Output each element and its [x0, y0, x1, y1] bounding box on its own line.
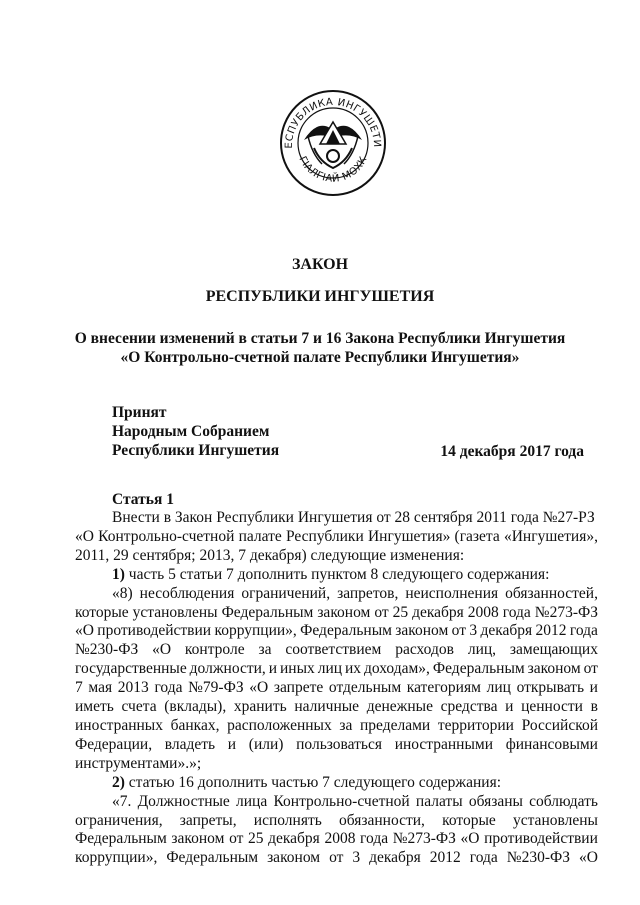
- word: от: [583, 660, 598, 678]
- word: законом: [267, 849, 321, 867]
- word: и: [227, 735, 237, 753]
- word: года: [360, 830, 389, 848]
- paragraph-line: [75, 849, 598, 868]
- word: палаты: [415, 792, 463, 810]
- word: обязанности,: [339, 811, 425, 829]
- word: Контрольно-счетной: [98, 527, 235, 545]
- word: обязаны: [468, 792, 523, 810]
- word: ценности: [521, 698, 583, 716]
- word: и: [268, 660, 278, 678]
- word: средства: [440, 698, 498, 716]
- list-item-1: 1) часть 5 статьи 7 дополнить пунктом 8 следующего содержания:: [112, 565, 550, 583]
- word: установлены: [132, 603, 218, 621]
- word: «О: [75, 527, 94, 545]
- word: соблюдать: [529, 792, 598, 810]
- word: Федеральным: [432, 660, 525, 678]
- word: палате: [238, 527, 282, 545]
- word: пользоваться: [296, 735, 382, 753]
- emblem-top-text: ЕСПУБЛИКА ИНГУШЕТИ: [283, 96, 383, 149]
- word: Федеральным: [75, 830, 167, 848]
- word: денежные: [366, 698, 433, 716]
- word: года: [502, 603, 531, 621]
- word: отдельным: [328, 679, 402, 697]
- word: открывать: [516, 679, 585, 697]
- paragraph-line: [75, 812, 598, 831]
- word: «О: [460, 830, 480, 848]
- word: от: [229, 830, 244, 848]
- word: категориям: [406, 679, 481, 697]
- word: запретов,: [337, 584, 399, 602]
- word: владеть: [164, 735, 216, 753]
- adoption-date: 14 декабря 2017 года: [440, 443, 584, 460]
- paragraph-line: [75, 736, 598, 755]
- word: 2012: [429, 849, 461, 867]
- word: за: [339, 716, 353, 734]
- word: года: [469, 849, 498, 867]
- item-number: 2): [112, 773, 125, 791]
- word: обязанностей,: [505, 584, 598, 602]
- word: мая: [88, 679, 113, 697]
- word: соответствием: [285, 641, 382, 659]
- word: «О: [249, 679, 269, 697]
- paragraph-line: [75, 660, 598, 679]
- word: законом: [527, 660, 581, 678]
- word: коррупции»,: [75, 849, 158, 867]
- word: декабря: [480, 622, 533, 640]
- word: от: [329, 849, 344, 867]
- paragraph-line: инструментами».»;: [75, 754, 202, 772]
- article-title: Статья 1: [112, 491, 174, 508]
- word: «О: [152, 641, 172, 659]
- word: года: [569, 622, 598, 640]
- word: коррупции»,: [214, 622, 297, 640]
- word: иностранных: [75, 716, 163, 734]
- word: Должностные: [137, 792, 230, 810]
- document-title: ЗАКОН: [291, 256, 349, 273]
- word: 2013: [117, 679, 149, 697]
- law-name-line-2: «О Контрольно-счетной палате Республики Ингушетия»: [120, 349, 520, 366]
- law-name-line-1: О внесении изменений в статьи 7 и 16 Закона Республики Ингушетия: [74, 330, 566, 347]
- word: лиц,: [467, 641, 497, 659]
- paragraph-line: [75, 528, 598, 547]
- word: территории: [437, 716, 514, 734]
- word: и: [589, 679, 598, 697]
- word: «О: [578, 849, 598, 867]
- word: счета: [121, 698, 157, 716]
- word: ограничения,: [75, 811, 163, 829]
- word: 7: [75, 679, 83, 697]
- word: расположенных: [227, 716, 332, 734]
- word: законом: [395, 622, 449, 640]
- word: установлены: [512, 811, 598, 829]
- word: «О: [75, 622, 94, 640]
- word: неисполнения: [405, 584, 499, 602]
- article-body: [75, 509, 598, 868]
- word: (газета: [454, 527, 500, 545]
- word: лиц: [317, 660, 343, 678]
- adoption-line-3: Республики Ингушетия: [112, 442, 280, 459]
- paragraph-line: [75, 717, 598, 736]
- word: законом: [317, 603, 371, 621]
- coat-of-arms-icon: [278, 88, 388, 198]
- paragraph-line: [75, 793, 598, 812]
- word: лица: [236, 792, 268, 810]
- word: ограничений,: [241, 584, 331, 602]
- paragraph-line: [75, 585, 598, 604]
- paragraph-line: [75, 679, 598, 698]
- adoption-line-2: Народным Собранием: [112, 423, 270, 440]
- paragraph-line: [75, 622, 598, 641]
- word: Федеральным: [221, 603, 314, 621]
- word: запреты,: [179, 811, 237, 829]
- word: от: [374, 603, 389, 621]
- word: «8): [112, 584, 133, 602]
- paragraph-line: [75, 830, 598, 849]
- word: Контрольно-счетной: [273, 792, 410, 810]
- word: (вклады),: [164, 698, 227, 716]
- word: государственные: [75, 660, 187, 678]
- word: иностранными: [394, 735, 493, 753]
- word: лиц: [486, 679, 511, 697]
- word: «7.: [112, 792, 132, 810]
- word: наличные: [294, 698, 360, 716]
- word: №273-ФЗ: [534, 603, 598, 621]
- word: в: [590, 698, 598, 716]
- word: Федеральным: [166, 849, 259, 867]
- word: декабря: [369, 849, 421, 867]
- paragraph-line: Внести в Закон Республики Ингушетия от 28 сентября 2011 года №27-РЗ: [112, 509, 595, 526]
- word: 25: [248, 830, 264, 848]
- adoption-block: [112, 403, 279, 460]
- word: Федеральным: [300, 622, 392, 640]
- word: декабря: [268, 830, 320, 848]
- word: расходов: [395, 641, 454, 659]
- word: контроле: [184, 641, 245, 659]
- word: 3: [352, 849, 361, 867]
- emblem-bottom-text: ГIАЛГIАЙ МОХК: [296, 154, 370, 185]
- word: Российской: [521, 716, 598, 734]
- word: 2012: [535, 622, 567, 640]
- paragraph-line: [75, 698, 598, 717]
- word: законом: [171, 830, 225, 848]
- paragraph-line: 2011, 29 сентября; 2013, 7 декабря) следующие изменения:: [75, 546, 465, 564]
- document-subtitle: РЕСПУБЛИКИ ИНГУШЕТИЯ: [205, 288, 435, 305]
- word: от: [451, 622, 466, 640]
- coat-of-arms-svg: [278, 88, 388, 198]
- word: №79-ФЗ: [188, 679, 244, 697]
- word: Ингушетия»: [367, 527, 451, 545]
- word: за: [258, 641, 272, 659]
- word: иных: [280, 660, 315, 678]
- word: которые: [75, 603, 129, 621]
- word: пределами: [360, 716, 431, 734]
- word: исполнять: [253, 811, 322, 829]
- word: 2008: [467, 603, 499, 621]
- word: иметь: [75, 698, 114, 716]
- word: №230-ФЗ: [506, 849, 570, 867]
- word: хранить: [233, 698, 287, 716]
- word: доходам»,: [364, 660, 430, 678]
- word: Республики: [286, 527, 364, 545]
- word: их: [345, 660, 362, 678]
- word: года: [154, 679, 183, 697]
- word: (или): [248, 735, 284, 753]
- paragraph-line: [75, 641, 598, 660]
- word: замещающих: [509, 641, 598, 659]
- paragraph-line: [75, 604, 598, 623]
- word: и: [505, 698, 514, 716]
- word: финансовыми: [505, 735, 598, 753]
- word: 3: [469, 622, 478, 640]
- word: запрете: [273, 679, 324, 697]
- word: №273-ФЗ: [392, 830, 456, 848]
- word: противодействии: [97, 622, 212, 640]
- list-item-2: 2) статью 16 дополнить частью 7 следующего содержания:: [112, 773, 502, 791]
- word: Федерации,: [75, 735, 153, 753]
- word: 2008: [324, 830, 356, 848]
- word: декабря: [412, 603, 464, 621]
- word: «Ингушетия»,: [503, 527, 598, 545]
- adoption-line-1: Принят: [112, 404, 167, 421]
- word: должности,: [189, 660, 266, 678]
- word: 25: [392, 603, 409, 621]
- svg-text:ГIАЛГIАЙ МОХК: [296, 155, 369, 185]
- word: несоблюдения: [139, 584, 235, 602]
- word: №230-ФЗ: [75, 641, 139, 659]
- item-number: 1): [112, 565, 125, 583]
- word: противодействии: [484, 830, 598, 848]
- word: которые: [442, 811, 496, 829]
- word: банках,: [170, 716, 220, 734]
